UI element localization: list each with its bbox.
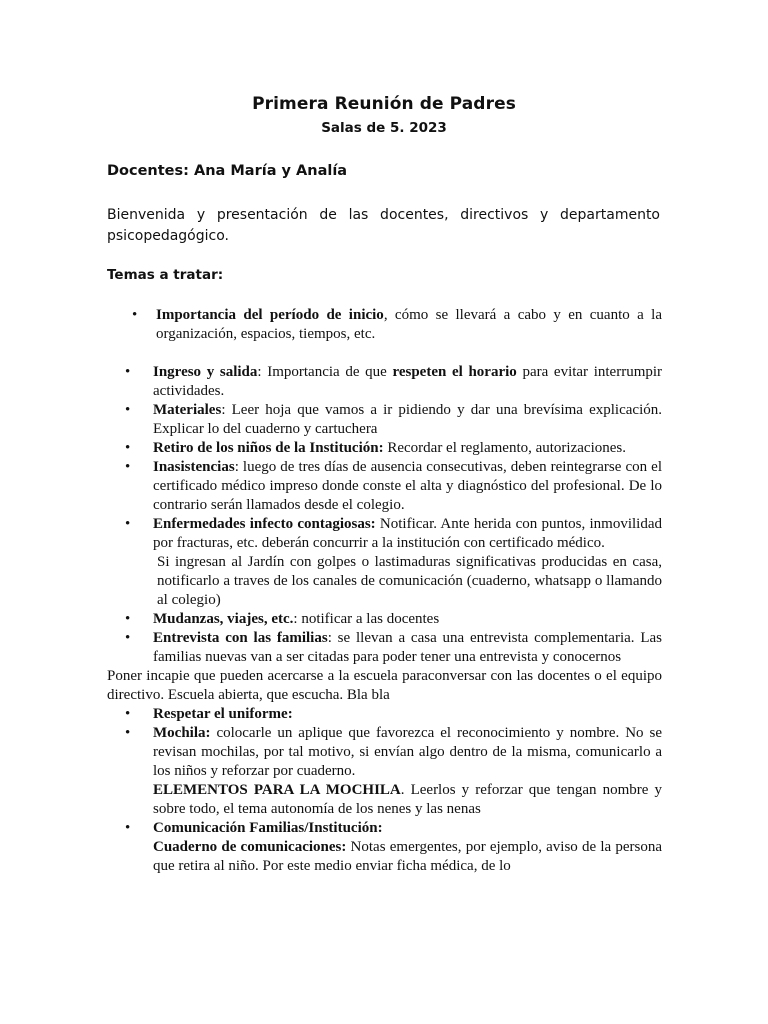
item-text: : se llevan a casa una entrevista complementaria. Las familias nuevas van a ser citadas para poder tener una entrevista y conocernos <box>153 630 662 665</box>
item-text: para evitar interrumpir actividades. <box>153 364 663 399</box>
bullet-icon: • <box>125 630 131 646</box>
intro-paragraph: Bienvenida y presentación de las docentes, directivos y departamento psicopedagógico. <box>107 207 660 244</box>
bullet-icon: • <box>125 706 131 722</box>
list-item <box>107 629 662 667</box>
list-item <box>107 515 662 610</box>
list-item <box>107 610 662 629</box>
list-item <box>107 705 662 724</box>
spacer <box>107 344 662 363</box>
list-item <box>107 363 662 401</box>
topics-list <box>107 306 662 876</box>
item-extra-text <box>153 838 662 876</box>
list-item <box>107 458 662 515</box>
item-label: Materiales <box>153 402 222 418</box>
list-item <box>107 401 662 439</box>
bullet-icon: • <box>125 516 131 532</box>
bullet-icon: • <box>132 307 138 323</box>
item-text: : notificar a las docentes <box>293 611 440 627</box>
item-emphasis: respeten el horario <box>392 364 517 380</box>
teachers-heading: Docentes: Ana María y Analía <box>107 163 348 179</box>
item-text: Notificar. Ante herida con puntos, inmovilidad por fracturas, etc. deberán concurrir a la institución con certificado médico. <box>153 516 663 551</box>
bullet-icon: • <box>125 364 131 380</box>
document-subtitle: Salas de 5. 2023 <box>321 120 447 136</box>
item-text: , cómo se llevará a cabo y en cuanto a la organización, espacios, tiempos, etc. <box>156 307 662 342</box>
item-text: : Leer hoja que vamos a ir pidiendo y dar una brevísima explicación. Explicar lo del cuaderno y cartuchera <box>153 402 662 437</box>
bullet-icon: • <box>125 459 131 475</box>
document-title: Primera Reunión de Padres <box>252 94 516 114</box>
item-text: colocarle un aplique que favorezca el reconocimiento y nombre. No se revisan mochilas, por tal motivo, si envían algo dentro de la misma, comunicarlo a los niños y reforzar por cuaderno. <box>153 725 662 779</box>
item-extra-label: ELEMENTOS PARA LA MOCHILA <box>153 782 401 798</box>
list-item <box>107 439 662 458</box>
item-label: Importancia del período de inicio <box>156 307 384 323</box>
item-label: Entrevista con las familias <box>153 630 328 646</box>
item-label: Enfermedades infecto contagiosas: <box>153 516 376 532</box>
list-item <box>107 306 662 344</box>
item-label: Mochila: <box>153 725 211 741</box>
bullet-icon: • <box>125 440 131 456</box>
bullet-icon: • <box>125 725 131 741</box>
item-label: Inasistencias <box>153 459 235 475</box>
topics-heading: Temas a tratar: <box>107 267 224 283</box>
item-label: Mudanzas, viajes, etc. <box>153 611 294 627</box>
item-label: Comunicación Familias/Institución: <box>153 820 383 836</box>
item-extra-label: Cuaderno de comunicaciones: <box>153 839 347 855</box>
bullet-icon: • <box>125 402 131 418</box>
item-extra-text <box>153 781 662 819</box>
item-text: : Importancia de que <box>257 364 393 380</box>
item-text: Recordar el reglamento, autorizaciones. <box>383 440 626 456</box>
list-item <box>107 724 662 819</box>
item-extra-text: Si ingresan al Jardín con golpes o lastimaduras significativas producidas en casa, notificarlo a traves de los canales de comunicación (cuaderno, whatsapp o llamando al colegio) <box>157 554 662 608</box>
note-paragraph: Poner incapie que pueden acercarse a la escuela paraconversar con las docentes o el equipo directivo. Escuela abierta, que escucha. Bla bla <box>107 668 662 703</box>
item-label: Retiro de los niños de la Institución: <box>153 440 384 456</box>
bullet-icon: • <box>125 611 131 627</box>
item-extra-body: Notas emergentes, por ejemplo, aviso de la persona que retira al niño. Por este medio enviar ficha médica, de lo <box>153 839 662 874</box>
list-item <box>107 819 662 876</box>
item-label: Respetar el uniforme: <box>153 706 293 722</box>
item-text: : luego de tres días de ausencia consecutivas, deben reintegrarse con el certificado médico impreso donde conste el alta y diagnóstico del profesional. De lo contrario serán llamados desde el colegio. <box>153 459 662 513</box>
bullet-icon: • <box>125 820 131 836</box>
item-label: Ingreso y salida <box>153 364 258 380</box>
item-extra-body: . Leerlos y reforzar que tengan nombre y sobre todo, el tema autonomía de los nenes y las nenas <box>153 782 662 817</box>
